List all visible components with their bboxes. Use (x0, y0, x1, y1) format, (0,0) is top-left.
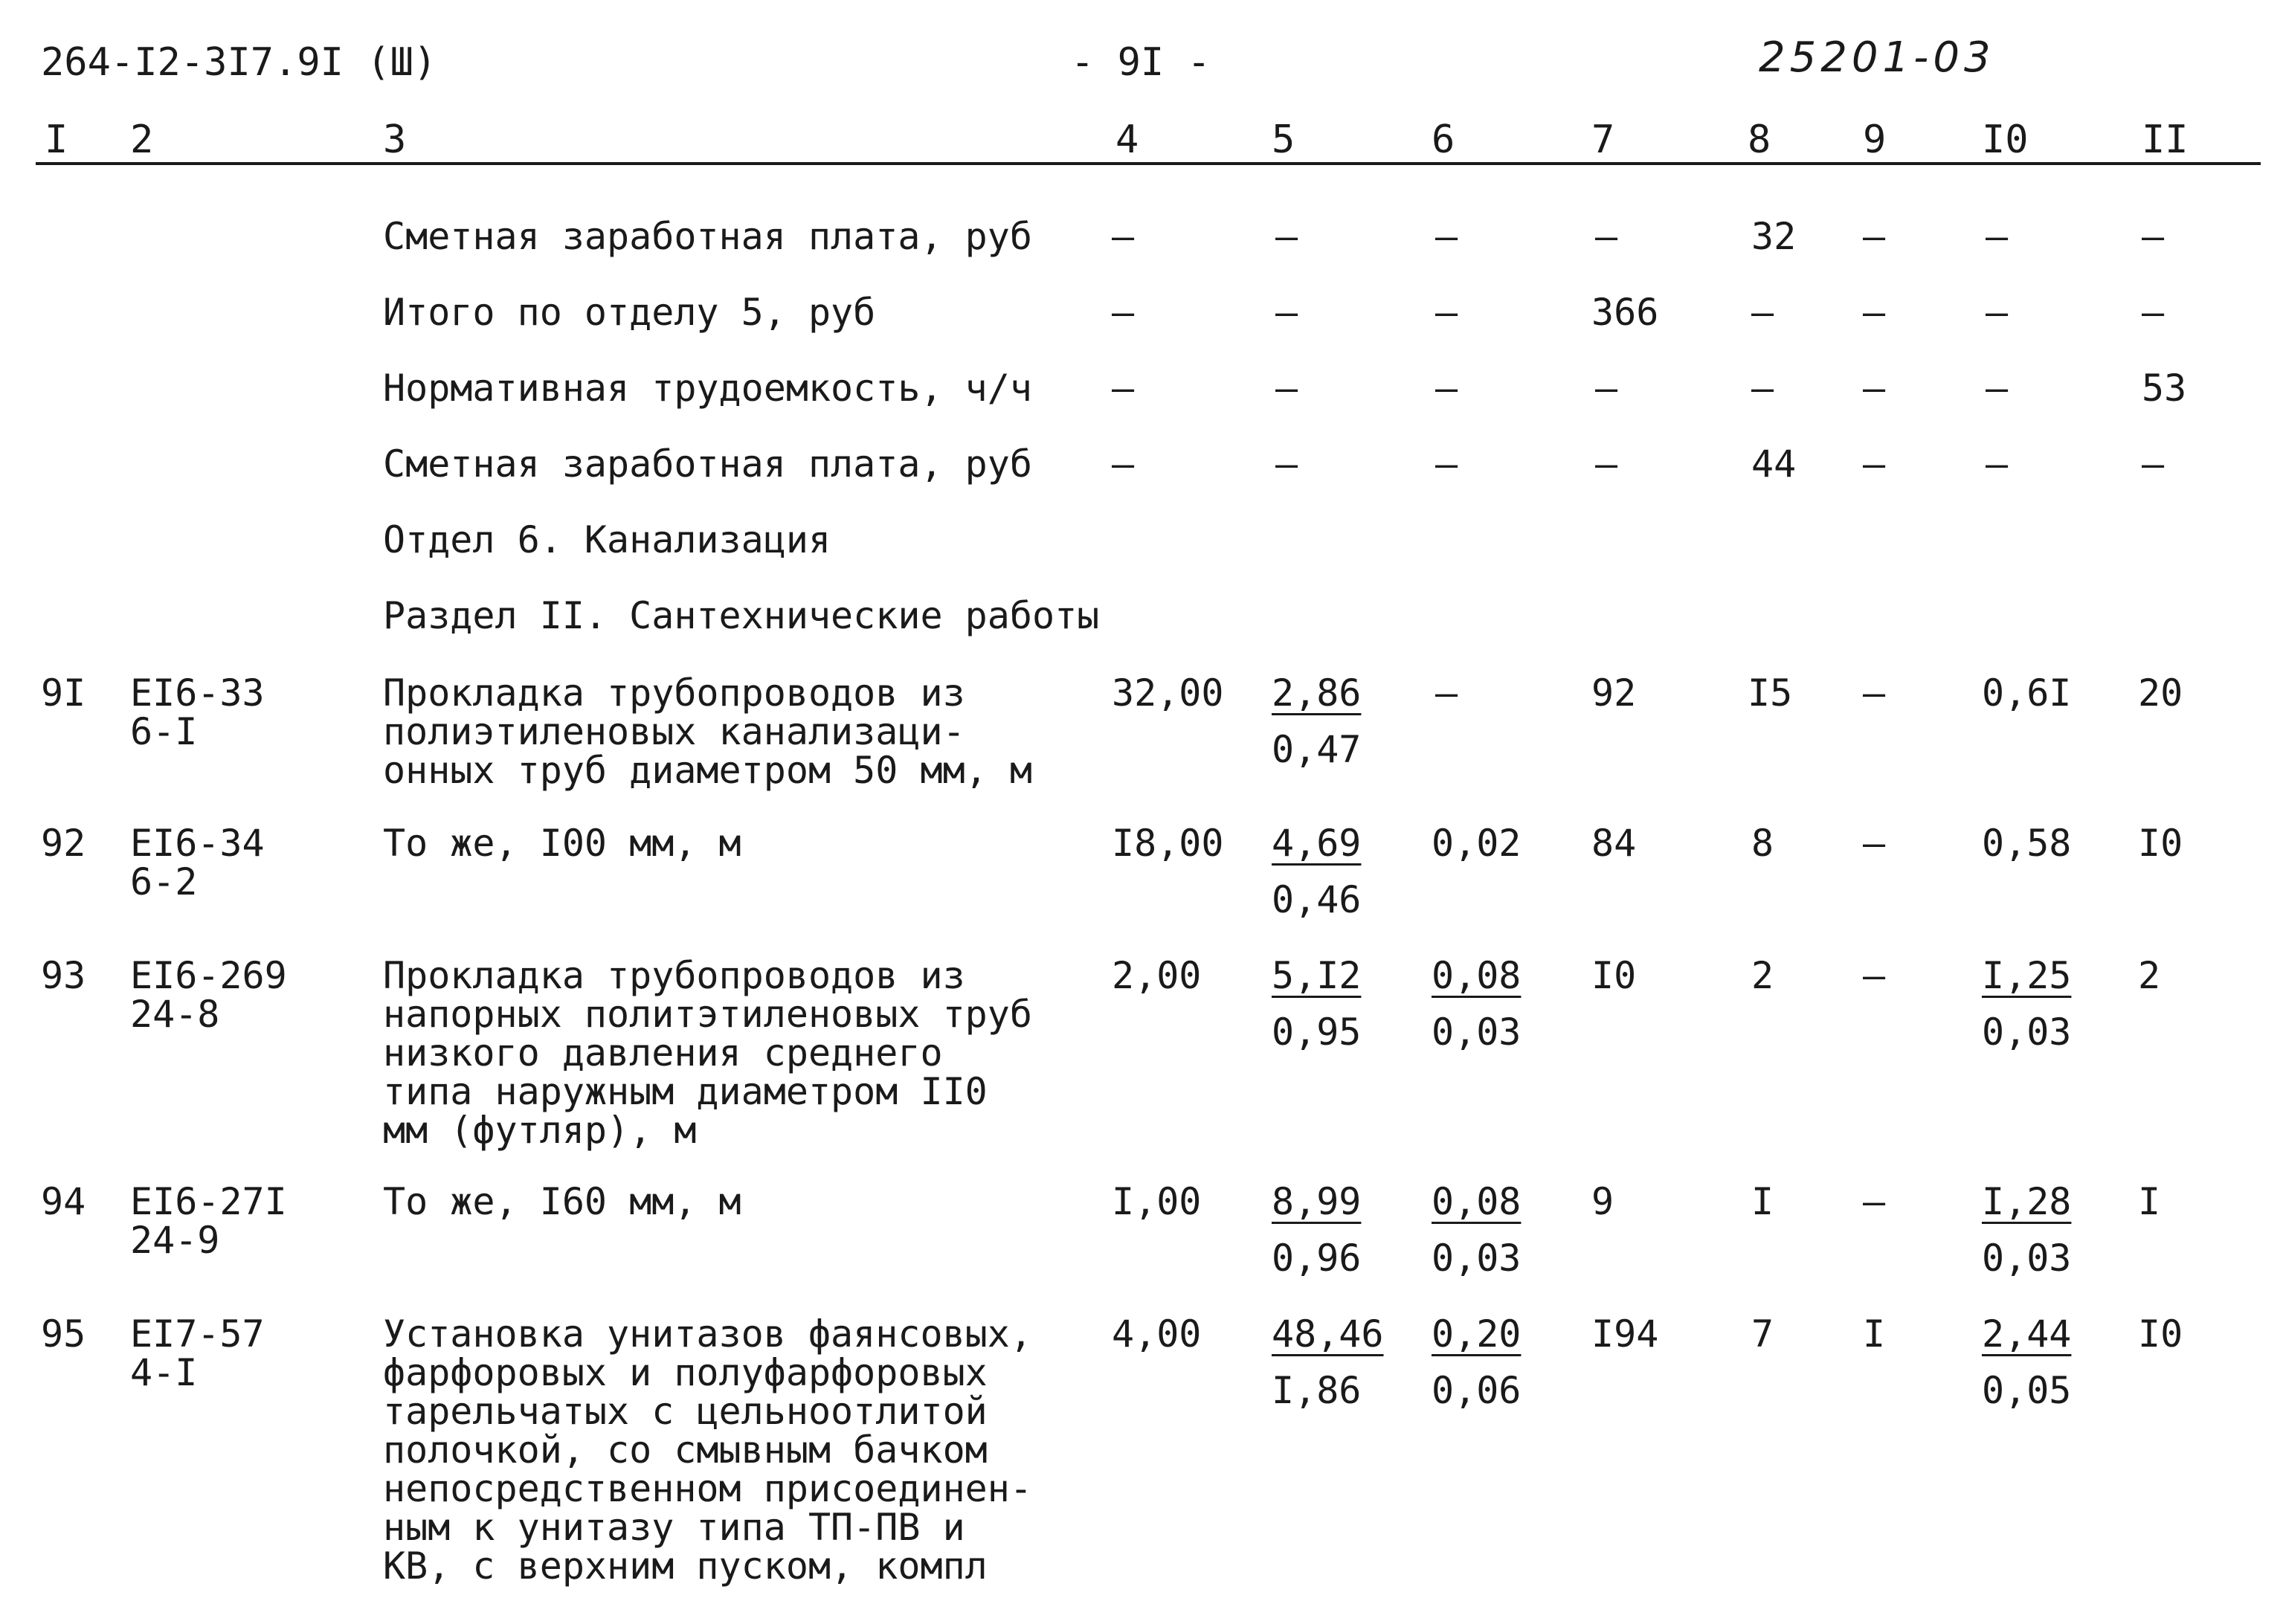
cell-c8: – (1751, 291, 1774, 334)
item-description-line: полиэтиленовых канализаци- (383, 710, 965, 753)
cell-c4: I8,00 (1112, 822, 1224, 865)
col-header-6: 6 (1432, 117, 1455, 162)
cell-c6: – (1435, 215, 1458, 258)
cell-c8: 32 (1751, 215, 1797, 258)
item-description-line: мм (футляр), м (383, 1109, 697, 1152)
cell-c10: – (1986, 442, 2009, 486)
item-number: 94 (41, 1180, 86, 1223)
item-number: 93 (41, 954, 86, 997)
col-header-10: I0 (1982, 117, 2029, 162)
cell-c5-bottom: 0,47 (1272, 728, 1362, 771)
cell-c9: – (1863, 822, 1886, 865)
cell-c9: – (1863, 954, 1886, 997)
item-description-line: То же, I00 мм, м (383, 822, 741, 865)
cell-c5-bottom: I,86 (1272, 1369, 1362, 1412)
item-code-sub: 4-I (130, 1351, 198, 1394)
cell-c11: – (2142, 291, 2165, 334)
cell-c8: 7 (1751, 1312, 1774, 1356)
cell-c5-bottom: 0,46 (1272, 878, 1362, 921)
item-code-sub: 6-2 (130, 860, 198, 903)
cell-c9: – (1863, 1180, 1886, 1223)
cell-c6-top: 0,20 (1432, 1312, 1522, 1356)
cell-c5: – (1275, 367, 1298, 410)
sheet-number: 25201-03 (1759, 33, 1995, 82)
item-description-line: онных труб диаметром 50 мм, м (383, 749, 1032, 792)
summary-label: Сметная заработная плата, руб (383, 215, 1032, 258)
cell-c5: – (1275, 291, 1298, 334)
cell-c11: – (2142, 215, 2165, 258)
cell-c10-top: I,28 (1982, 1180, 2072, 1223)
cell-c6: – (1435, 442, 1458, 486)
item-description-line: Прокладка трубопроводов из (383, 671, 965, 715)
item-code: EI6-269 (130, 954, 287, 997)
cell-c11: I (2138, 1180, 2161, 1223)
cell-c11: 53 (2142, 367, 2187, 410)
cell-c8: I5 (1748, 671, 1793, 715)
item-code: EI6-27I (130, 1180, 287, 1223)
cell-c10-top: 2,44 (1982, 1312, 2072, 1356)
page-number: - 9I - (1071, 40, 1211, 85)
cell-c5-bottom: 0,95 (1272, 1011, 1362, 1054)
cell-c7: – (1595, 215, 1618, 258)
cell-c5: – (1275, 442, 1298, 486)
item-code-sub: 24-8 (130, 993, 220, 1036)
item-description-line: ным к унитазу типа ТП-ПВ и (383, 1506, 965, 1549)
cell-c9: – (1863, 442, 1886, 486)
item-code-sub: 6-I (130, 710, 198, 753)
summary-label: Нормативная трудоемкость, ч/ч (383, 367, 1032, 410)
cell-c11: I0 (2138, 822, 2183, 865)
col-header-11: II (2142, 117, 2189, 162)
cell-c6-top: 0,08 (1432, 954, 1522, 997)
cell-c6-top: 0,08 (1432, 1180, 1522, 1223)
col-header-8: 8 (1748, 117, 1771, 162)
cell-c4: 32,00 (1112, 671, 1224, 715)
item-code: EI7-57 (130, 1312, 265, 1356)
header-rule (36, 162, 2261, 165)
item-description-line: тарельчатых с цельноотлитой (383, 1390, 988, 1433)
cell-c4: – (1112, 367, 1135, 410)
cell-c9: – (1863, 367, 1886, 410)
cell-c7: 84 (1591, 822, 1637, 865)
item-description-line: Установка унитазов фаянсовых, (383, 1312, 1032, 1356)
item-description-line: Прокладка трубопроводов из (383, 954, 965, 997)
cell-c7: – (1595, 442, 1618, 486)
cell-c10-top: 0,58 (1982, 822, 2072, 865)
cell-c9: – (1863, 671, 1886, 715)
cell-c11: 20 (2138, 671, 2183, 715)
cell-c7: – (1595, 367, 1618, 410)
cell-c10: – (1986, 291, 2009, 334)
cell-c10-bottom: 0,03 (1982, 1237, 2072, 1280)
item-number: 95 (41, 1312, 86, 1356)
cell-c10: – (1986, 367, 2009, 410)
item-description-line: низкого давления среднего (383, 1031, 943, 1074)
summary-label: Итого по отделу 5, руб (383, 291, 876, 334)
item-description-line: типа наружным диаметром II0 (383, 1070, 988, 1113)
cell-c6: – (1435, 291, 1458, 334)
cell-c9: – (1863, 215, 1886, 258)
cell-c4: – (1112, 442, 1135, 486)
cell-c5-top: 4,69 (1272, 822, 1362, 865)
item-number: 92 (41, 822, 86, 865)
cell-c8: 2 (1751, 954, 1774, 997)
item-code-sub: 24-9 (130, 1219, 220, 1262)
cell-c5-top: 2,86 (1272, 671, 1362, 715)
cell-c9: – (1863, 291, 1886, 334)
cell-c6: – (1435, 367, 1458, 410)
col-header-9: 9 (1863, 117, 1887, 162)
item-number: 9I (41, 671, 86, 715)
section-title: Отдел 6. Канализация (383, 518, 831, 561)
cell-c5-top: 5,I2 (1272, 954, 1362, 997)
col-header-4: 4 (1115, 117, 1139, 162)
item-code: EI6-33 (130, 671, 265, 715)
cell-c8: 44 (1751, 442, 1797, 486)
cell-c8: 8 (1751, 822, 1774, 865)
item-description-line: полочкой, со смывным бачком (383, 1428, 988, 1472)
cell-c5-bottom: 0,96 (1272, 1237, 1362, 1280)
cell-c4: 2,00 (1112, 954, 1202, 997)
cell-c11: – (2142, 442, 2165, 486)
cell-c6-bottom: 0,03 (1432, 1237, 1522, 1280)
cell-c4: 4,00 (1112, 1312, 1202, 1356)
item-description-line: То же, I60 мм, м (383, 1180, 741, 1223)
cell-c5-top: 48,46 (1272, 1312, 1384, 1356)
item-code: EI6-34 (130, 822, 265, 865)
cell-c7: I94 (1591, 1312, 1659, 1356)
cell-c10-bottom: 0,03 (1982, 1011, 2072, 1054)
cell-c5: – (1275, 215, 1298, 258)
cell-c5-top: 8,99 (1272, 1180, 1362, 1223)
cell-c4: – (1112, 215, 1135, 258)
cell-c10-bottom: 0,05 (1982, 1369, 2072, 1412)
cell-c10: – (1986, 215, 2009, 258)
item-description-line: КВ, с верхним пуском, компл (383, 1544, 988, 1588)
cell-c6-top: 0,02 (1432, 822, 1522, 865)
cell-c4: – (1112, 291, 1135, 334)
summary-label: Сметная заработная плата, руб (383, 442, 1032, 486)
cell-c9: I (1863, 1312, 1886, 1356)
cell-c11: I0 (2138, 1312, 2183, 1356)
doc-code: 264-I2-3I7.9I (Ш) (41, 40, 437, 85)
cell-c11: 2 (2138, 954, 2161, 997)
cell-c6-bottom: 0,06 (1432, 1369, 1522, 1412)
cell-c7: I0 (1591, 954, 1637, 997)
item-description-line: непосредственном присоединен- (383, 1467, 1032, 1510)
col-header-1: I (45, 117, 68, 162)
col-header-3: 3 (383, 117, 407, 162)
col-header-2: 2 (130, 117, 154, 162)
subsection-title: Раздел II. Сантехнические работы (383, 594, 1100, 637)
col-header-7: 7 (1591, 117, 1615, 162)
col-header-5: 5 (1272, 117, 1295, 162)
cell-c8: I (1751, 1180, 1774, 1223)
cell-c7: 366 (1591, 291, 1659, 334)
cell-c7: 92 (1591, 671, 1637, 715)
item-description-line: напорных политэтиленовых труб (383, 993, 1032, 1036)
cell-c6-top: – (1435, 671, 1458, 715)
cell-c8: – (1751, 367, 1774, 410)
cell-c10-top: I,25 (1982, 954, 2072, 997)
item-description-line: фарфоровых и полуфарфоровых (383, 1351, 988, 1394)
cell-c10-top: 0,6I (1982, 671, 2072, 715)
cell-c4: I,00 (1112, 1180, 1202, 1223)
cell-c7: 9 (1591, 1180, 1614, 1223)
cell-c6-bottom: 0,03 (1432, 1011, 1522, 1054)
